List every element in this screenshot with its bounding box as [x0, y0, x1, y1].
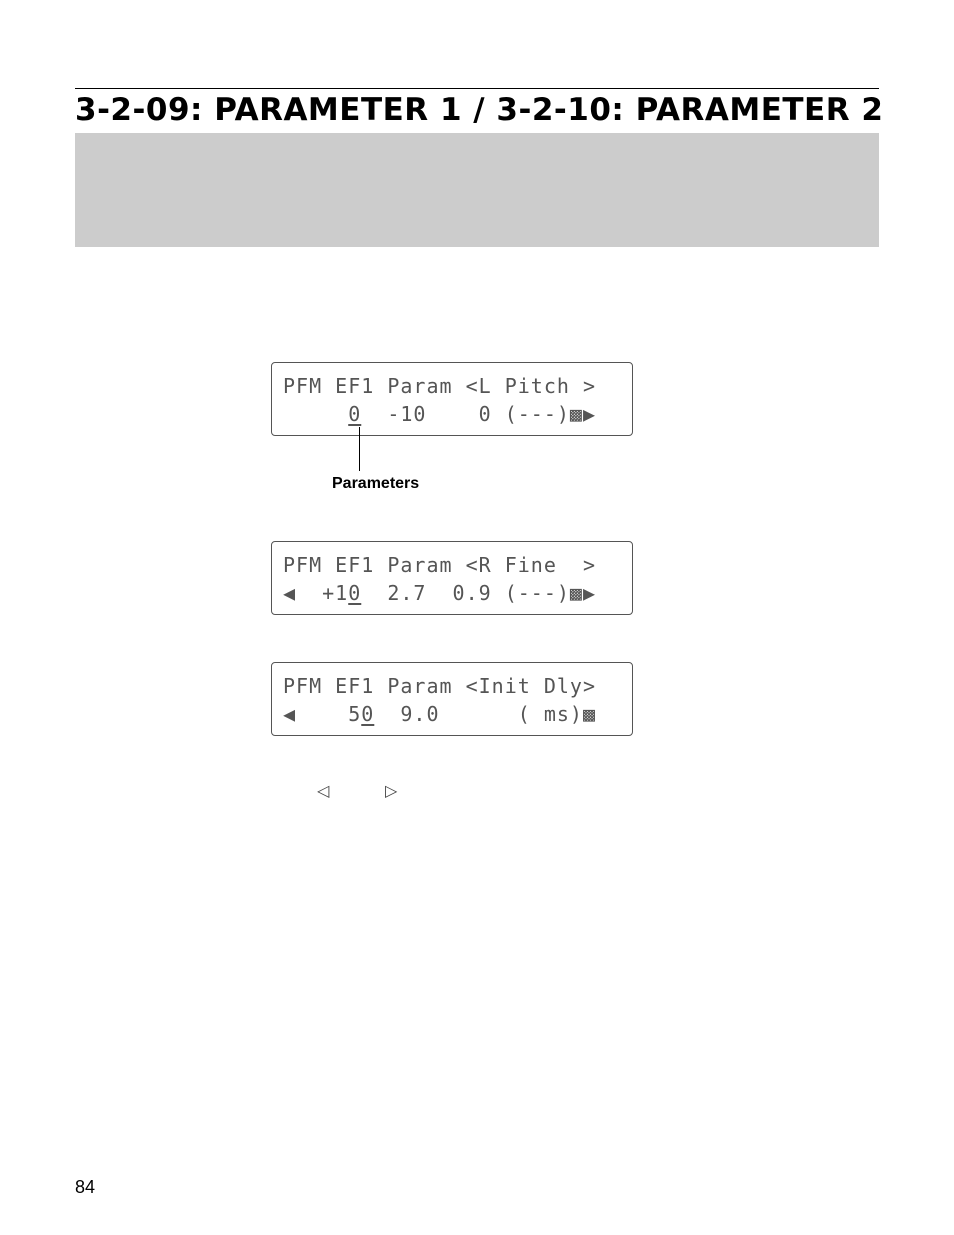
- lcd-cursor: 0: [348, 402, 362, 426]
- left-arrow-icon: ◁: [317, 781, 330, 800]
- callout-pointer-line: [359, 427, 360, 471]
- lcd-display-init-dly: [271, 662, 633, 736]
- lcd-line-2-prefix: ◀ +1: [283, 581, 349, 605]
- lcd-line-2: [283, 703, 596, 725]
- lcd-line-2: [283, 582, 596, 604]
- parameters-callout-label: Parameters: [332, 475, 420, 492]
- lcd-line-2-suffix: 9.0 ( ms)▩: [374, 702, 596, 726]
- title-rule: [75, 88, 879, 89]
- right-arrow-icon: ▷: [385, 781, 398, 800]
- lcd-line-1: PFM EF1 Param <R Fine >: [283, 553, 596, 577]
- lcd-line-2-suffix: 2.7 0.9 (---)▩▶: [361, 581, 597, 605]
- lcd-cursor: 0: [361, 702, 375, 726]
- lcd-line-2-prefix: ◀ 5: [283, 702, 362, 726]
- shaded-description-box: [75, 133, 879, 247]
- lcd-display-l-pitch: [271, 362, 633, 436]
- lcd-line-2-suffix: -10 0 (---)▩▶: [361, 402, 597, 426]
- page-title: 3-2-09: PARAMETER 1 / 3-2-10: PARAMETER 2: [75, 92, 884, 128]
- lcd-display-r-fine: [271, 541, 633, 615]
- lcd-line-2-prefix: [283, 402, 348, 426]
- lcd-cursor: 0: [348, 581, 362, 605]
- page-number: 84: [75, 1177, 96, 1197]
- lcd-line-1: PFM EF1 Param <Init Dly>: [283, 674, 596, 698]
- lcd-line-1: PFM EF1 Param <L Pitch >: [283, 374, 596, 398]
- lcd-line-2: [283, 403, 596, 425]
